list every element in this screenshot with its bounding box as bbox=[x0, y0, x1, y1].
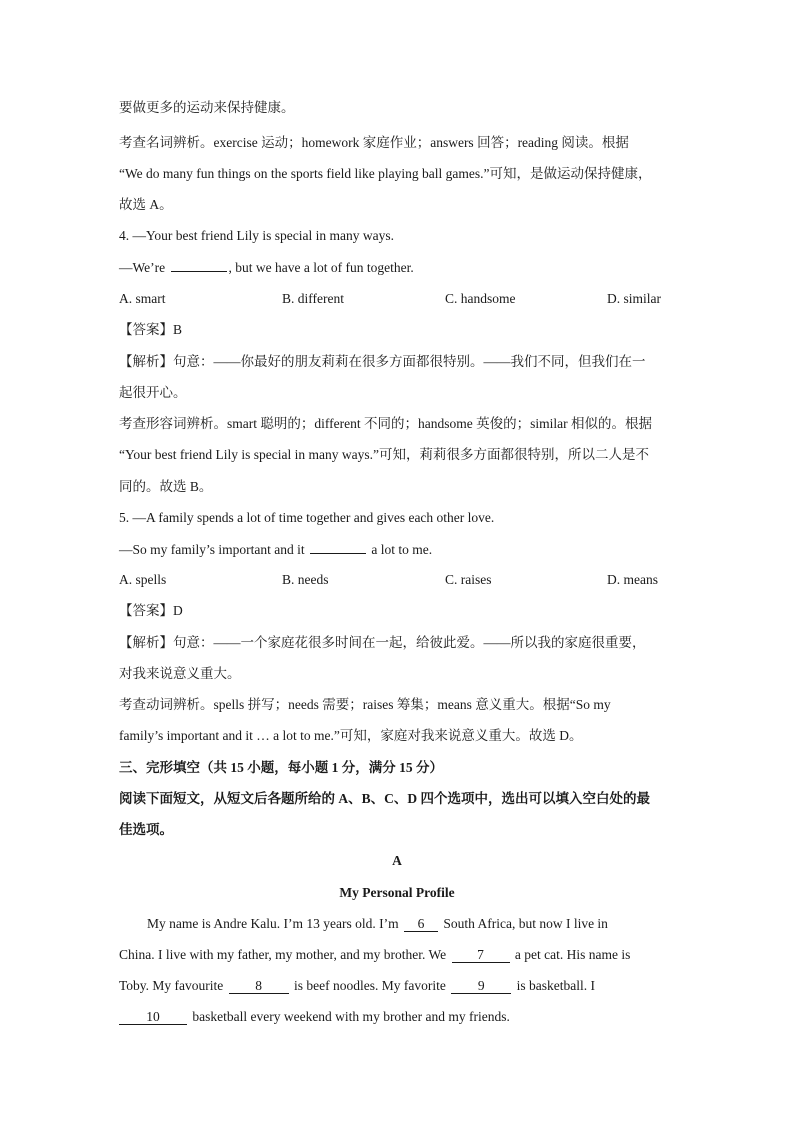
reply-text: —We’re bbox=[119, 260, 169, 275]
section-instruction: 阅读下面短文，从短文后各题所给的 A、B、C、D 四个选项中，选出可以填入空白处的最 bbox=[119, 791, 651, 806]
passage-text: My name is Andre Kalu. I’m 13 years old. I’m bbox=[147, 916, 402, 931]
blank-10: 10 bbox=[119, 1010, 187, 1025]
passage-text: a pet cat. His name is bbox=[511, 947, 631, 962]
analysis-line: 考查动词辨析。spells 拼写；needs 需要；raises 筹集；means 意义重大。根据“So my bbox=[119, 697, 611, 712]
part-label: A bbox=[392, 853, 402, 868]
question-5-reply bbox=[119, 539, 675, 559]
passage-line bbox=[119, 976, 675, 996]
analysis-line: 考查形容词辨析。smart 聪明的；different 不同的；handsome 英俊的；similar 相似的。根据 bbox=[119, 416, 652, 431]
answer-blank bbox=[171, 257, 227, 272]
blank-8: 8 bbox=[229, 979, 289, 994]
blank-9: 9 bbox=[451, 979, 511, 994]
section-instruction: 佳选项。 bbox=[119, 822, 173, 837]
option-c: C. handsome bbox=[445, 291, 516, 306]
reply-text: —So my family’s important and it bbox=[119, 542, 308, 557]
question-5-stem: 5. —A family spends a lot of time together and gives each other love. bbox=[119, 510, 495, 525]
blank-6: 6 bbox=[404, 917, 438, 932]
analysis-line: 起很开心。 bbox=[119, 385, 187, 400]
passage-text: China. I live with my father, my mother, and my brother. We bbox=[119, 947, 450, 962]
analysis-line: “We do many fun things on the sports field like playing ball games.”可知，是做运动保持健康， bbox=[119, 166, 652, 181]
analysis-line: 【解析】句意：——一个家庭花很多时间在一起，给彼此爱。——所以我的家庭很重要， bbox=[119, 635, 646, 650]
passage-text: South Africa, but now I live in bbox=[439, 916, 608, 931]
section-heading: 三、完形填空（共 15 小题，每小题 1 分，满分 15 分） bbox=[119, 760, 443, 775]
reply-text: a lot to me. bbox=[368, 542, 433, 557]
answer-line: 【答案】D bbox=[119, 603, 183, 618]
answer-line: 【答案】B bbox=[119, 322, 183, 337]
analysis-line: 【解析】句意：——你最好的朋友莉莉在很多方面都很特别。——我们不同，但我们在一 bbox=[119, 354, 646, 369]
question-4-reply bbox=[119, 257, 675, 277]
option-c: C. raises bbox=[445, 572, 492, 587]
passage-text: is basketball. I bbox=[513, 978, 595, 993]
analysis-line: 同的。故选 B。 bbox=[119, 479, 213, 494]
option-b: B. different bbox=[282, 291, 344, 306]
option-a: A. spells bbox=[119, 572, 167, 587]
reply-text: , but we have a lot of fun together. bbox=[228, 260, 414, 275]
option-d: D. similar bbox=[607, 291, 661, 306]
passage-line bbox=[119, 1007, 675, 1027]
passage-text: basketball every weekend with my brother and my friends. bbox=[189, 1009, 510, 1024]
analysis-line: 要做更多的运动来保持健康。 bbox=[119, 100, 295, 115]
blank-7: 7 bbox=[452, 948, 510, 963]
analysis-line: 对我来说意义重大。 bbox=[119, 666, 241, 681]
passage-title: My Personal Profile bbox=[339, 885, 455, 900]
analysis-line: 考查名词辨析。exercise 运动；homework 家庭作业；answers 回答；reading 阅读。根据 bbox=[119, 135, 629, 150]
analysis-line: family’s important and it … a lot to me.”可知，家庭对我来说意义重大。故选 D。 bbox=[119, 728, 583, 743]
analysis-line: 故选 A。 bbox=[119, 197, 173, 212]
passage-text: is beef noodles. My favorite bbox=[290, 978, 450, 993]
option-b: B. needs bbox=[282, 572, 329, 587]
passage-line bbox=[147, 914, 677, 934]
answer-blank bbox=[310, 539, 366, 554]
option-a: A. smart bbox=[119, 291, 166, 306]
option-d: D. means bbox=[607, 572, 658, 587]
passage-text: Toby. My favourite bbox=[119, 978, 227, 993]
analysis-line: “Your best friend Lily is special in many ways.”可知，莉莉很多方面都很特别，所以二人是不 bbox=[119, 447, 649, 462]
question-4-stem: 4. —Your best friend Lily is special in many ways. bbox=[119, 228, 394, 243]
passage-line bbox=[119, 945, 675, 965]
